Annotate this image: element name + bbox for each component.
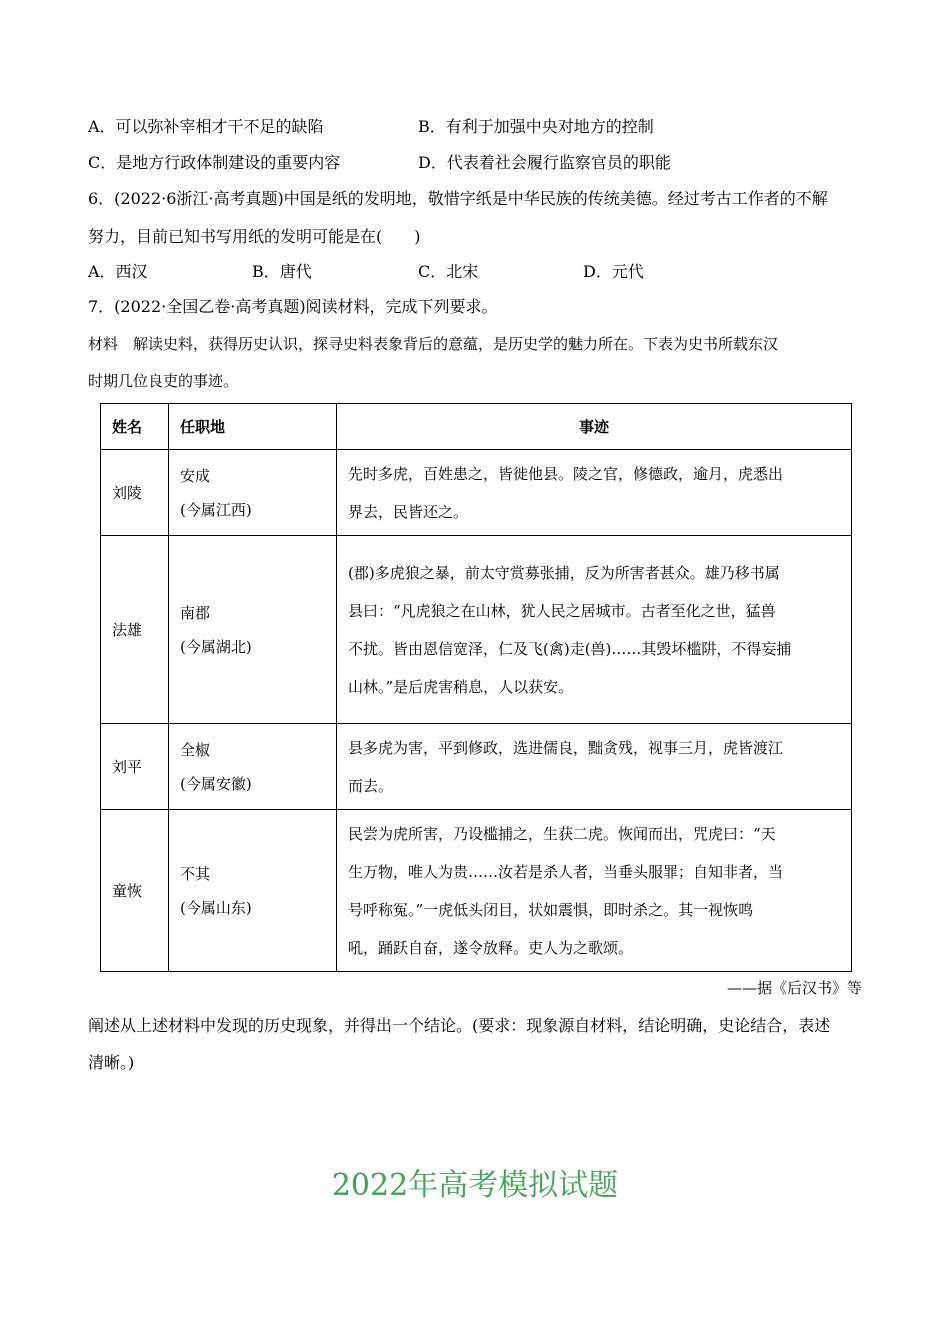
q6-stem-line1: 6．(2022·6浙江·高考真题)中国是纸的发明地，敬惜字纸是中华民族的传统美德。经过考古工作者的不解: [88, 189, 828, 208]
row-place: [169, 536, 337, 724]
place-note: (今属湖北): [180, 637, 252, 656]
footer-watermark-title: 2022年高考模拟试题: [331, 1168, 619, 1203]
deeds-line: 不扰。皆由恩信宽泽，仁及飞(禽)走(兽)……其毁坏槛阱，不得妄捕: [348, 639, 792, 658]
q6-option-d: D．元代: [583, 262, 644, 281]
row-name: 法雄: [101, 536, 169, 724]
q5-option-a: A．可以弥补宰相才干不足的缺陷: [88, 117, 324, 136]
header-deeds: 事迹: [337, 404, 852, 450]
q5-option-d: D．代表着社会履行监察官员的职能: [418, 153, 671, 172]
deeds-line: 民尝为虎所害，乃设槛捕之，生获二虎。恢闻而出，咒虎曰：“天: [348, 824, 776, 843]
table-row: [101, 724, 852, 810]
source-citation: ——据《后汉书》等: [726, 979, 862, 997]
q6-option-c: C．北宋: [418, 262, 479, 281]
history-table: [100, 403, 852, 972]
deeds-line: 生万物，唯人为贵……汝若是杀人者，当垂头服罪；自知非者，当: [348, 862, 784, 881]
deeds-line: 先时多虎，百姓患之，皆徙他县。陵之官，修德政，逾月，虎悉出: [348, 464, 784, 483]
place-name: 不其: [180, 864, 211, 883]
row-deeds: [337, 810, 852, 972]
q6-option-b: B．唐代: [252, 262, 312, 281]
q6-option-a: A．西汉: [88, 262, 148, 281]
q7-title: 7．(2022·全国乙卷·高考真题)阅读材料，完成下列要求。: [88, 297, 498, 316]
place-name: 南郡: [180, 603, 211, 622]
row-place: [169, 450, 337, 536]
row-deeds: [337, 536, 852, 724]
place-note: (今属安徽): [180, 774, 252, 793]
deeds-line: 而去。: [348, 776, 394, 795]
q5-option-b: B．有利于加强中央对地方的控制: [418, 117, 654, 136]
q7-question-line1: 阐述从上述材料中发现的历史现象，并得出一个结论。(要求：现象源自材料，结论明确，史论结合，表述: [88, 1016, 831, 1035]
table-row: [101, 536, 852, 724]
table-row: [101, 810, 852, 972]
table-header-row: [101, 404, 852, 450]
deeds-line: 吼，踊跃自奋，遂令放释。吏人为之歌颂。: [348, 938, 634, 957]
place-note: (今属江西): [180, 500, 252, 519]
deeds-line: 号呼称冤。”一虎低头闭目，状如震惧，即时杀之。其一视恢鸣: [348, 900, 754, 919]
row-place: [169, 810, 337, 972]
q6-stem-line2: 努力，目前已知书写用纸的发明可能是在( ): [88, 227, 421, 246]
deeds-line: (郡)多虎狼之暴，前太守赏募张捕，反为所害者甚众。雄乃移书属: [348, 563, 780, 582]
deeds-line: 县曰：“凡虎狼之在山林，犹人民之居城市。古者至化之世，猛兽: [348, 601, 776, 620]
place-name: 安成: [180, 466, 211, 485]
row-name: 刘陵: [101, 450, 169, 536]
place-name: 全椒: [180, 740, 211, 759]
table-row: [101, 450, 852, 536]
header-place: 任职地: [169, 404, 337, 450]
row-name: 刘平: [101, 724, 169, 810]
row-deeds: [337, 450, 852, 536]
q7-material-line2: 时期几位良吏的事迹。: [88, 372, 239, 390]
header-name: 姓名: [101, 404, 169, 450]
q7-material-line1: 材料 解读史料，获得历史认识，探寻史料表象背后的意蕴，是历史学的魅力所在。下表为史书所载东汉: [88, 335, 779, 353]
q5-option-c: C．是地方行政体制建设的重要内容: [88, 153, 341, 172]
deeds-line: 界去，民皆还之。: [348, 502, 469, 521]
row-place: [169, 724, 337, 810]
deeds-line: 县多虎为害，平到修政，选进儒良，黜贪残，视事三月，虎皆渡江: [348, 738, 784, 757]
row-deeds: [337, 724, 852, 810]
row-name: 童恢: [101, 810, 169, 972]
deeds-line: 山林。”是后虎害稍息，人以获安。: [348, 677, 574, 696]
q7-question-line2: 清晰。): [88, 1053, 135, 1072]
place-note: (今属山东): [180, 898, 252, 917]
